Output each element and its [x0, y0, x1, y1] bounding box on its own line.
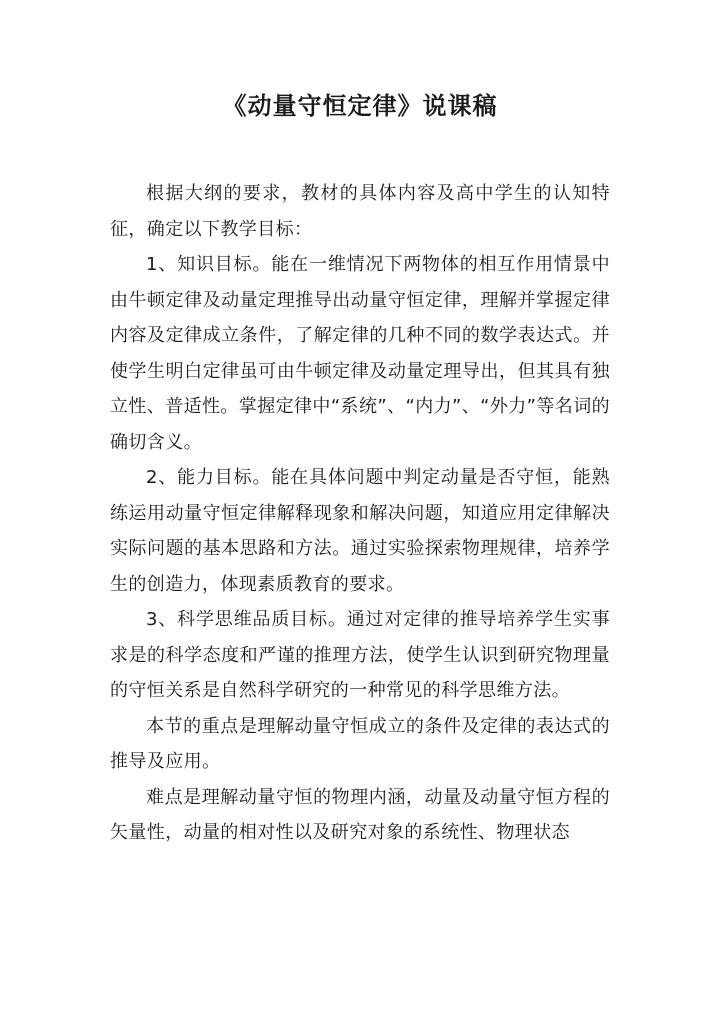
- paragraph-difficult-point: 难点是理解动量守恒的物理内涵，动量及动量守恒方程的矢量性，动量的相对性以及研究对象的系统性、物理状态: [110, 786, 610, 843]
- paragraph-intro: 根据大纲的要求，教材的具体内容及高中学生的认知特征，确定以下教学目标：: [110, 183, 610, 240]
- paragraph-thinking-goal: 3、科学思维品质目标。通过对定律的推导培养学生实事求是的科学态度和严谨的推理方法，使学生认识到研究物理量的守恒关系是自然科学研究的一种常见的科学思维方法。: [110, 609, 610, 701]
- document-body: [110, 176, 610, 851]
- paragraph-ability-goal: 2、能力目标。能在具体问题中判定动量是否守恒，能熟练运用动量守恒定律解释现象和解决问题，知道应用定律解决实际问题的基本思路和方法。通过实验探索物理规律，培养学生的创造力，体现素质教育的要求。: [110, 467, 610, 595]
- document-title: 《动量守恒定律》说课稿: [222, 92, 498, 120]
- paragraph-key-point: 本节的重点是理解动量守恒成立的条件及定律的表达式的推导及应用。: [110, 715, 610, 772]
- paragraph-knowledge-goal: 1、知识目标。能在一维情况下两物体的相互作用情景中由牛顿定律及动量定理推导出动量守恒定律，理解并掌握定律内容及定律成立条件，了解定律的几种不同的数学表达式。并使学生明白定律虽可由牛顿定律及动量定理导出，但其具有独立性、普适性。掌握定律中“系统”、“内力”、“外力”等名词的确切含义。: [110, 254, 610, 453]
